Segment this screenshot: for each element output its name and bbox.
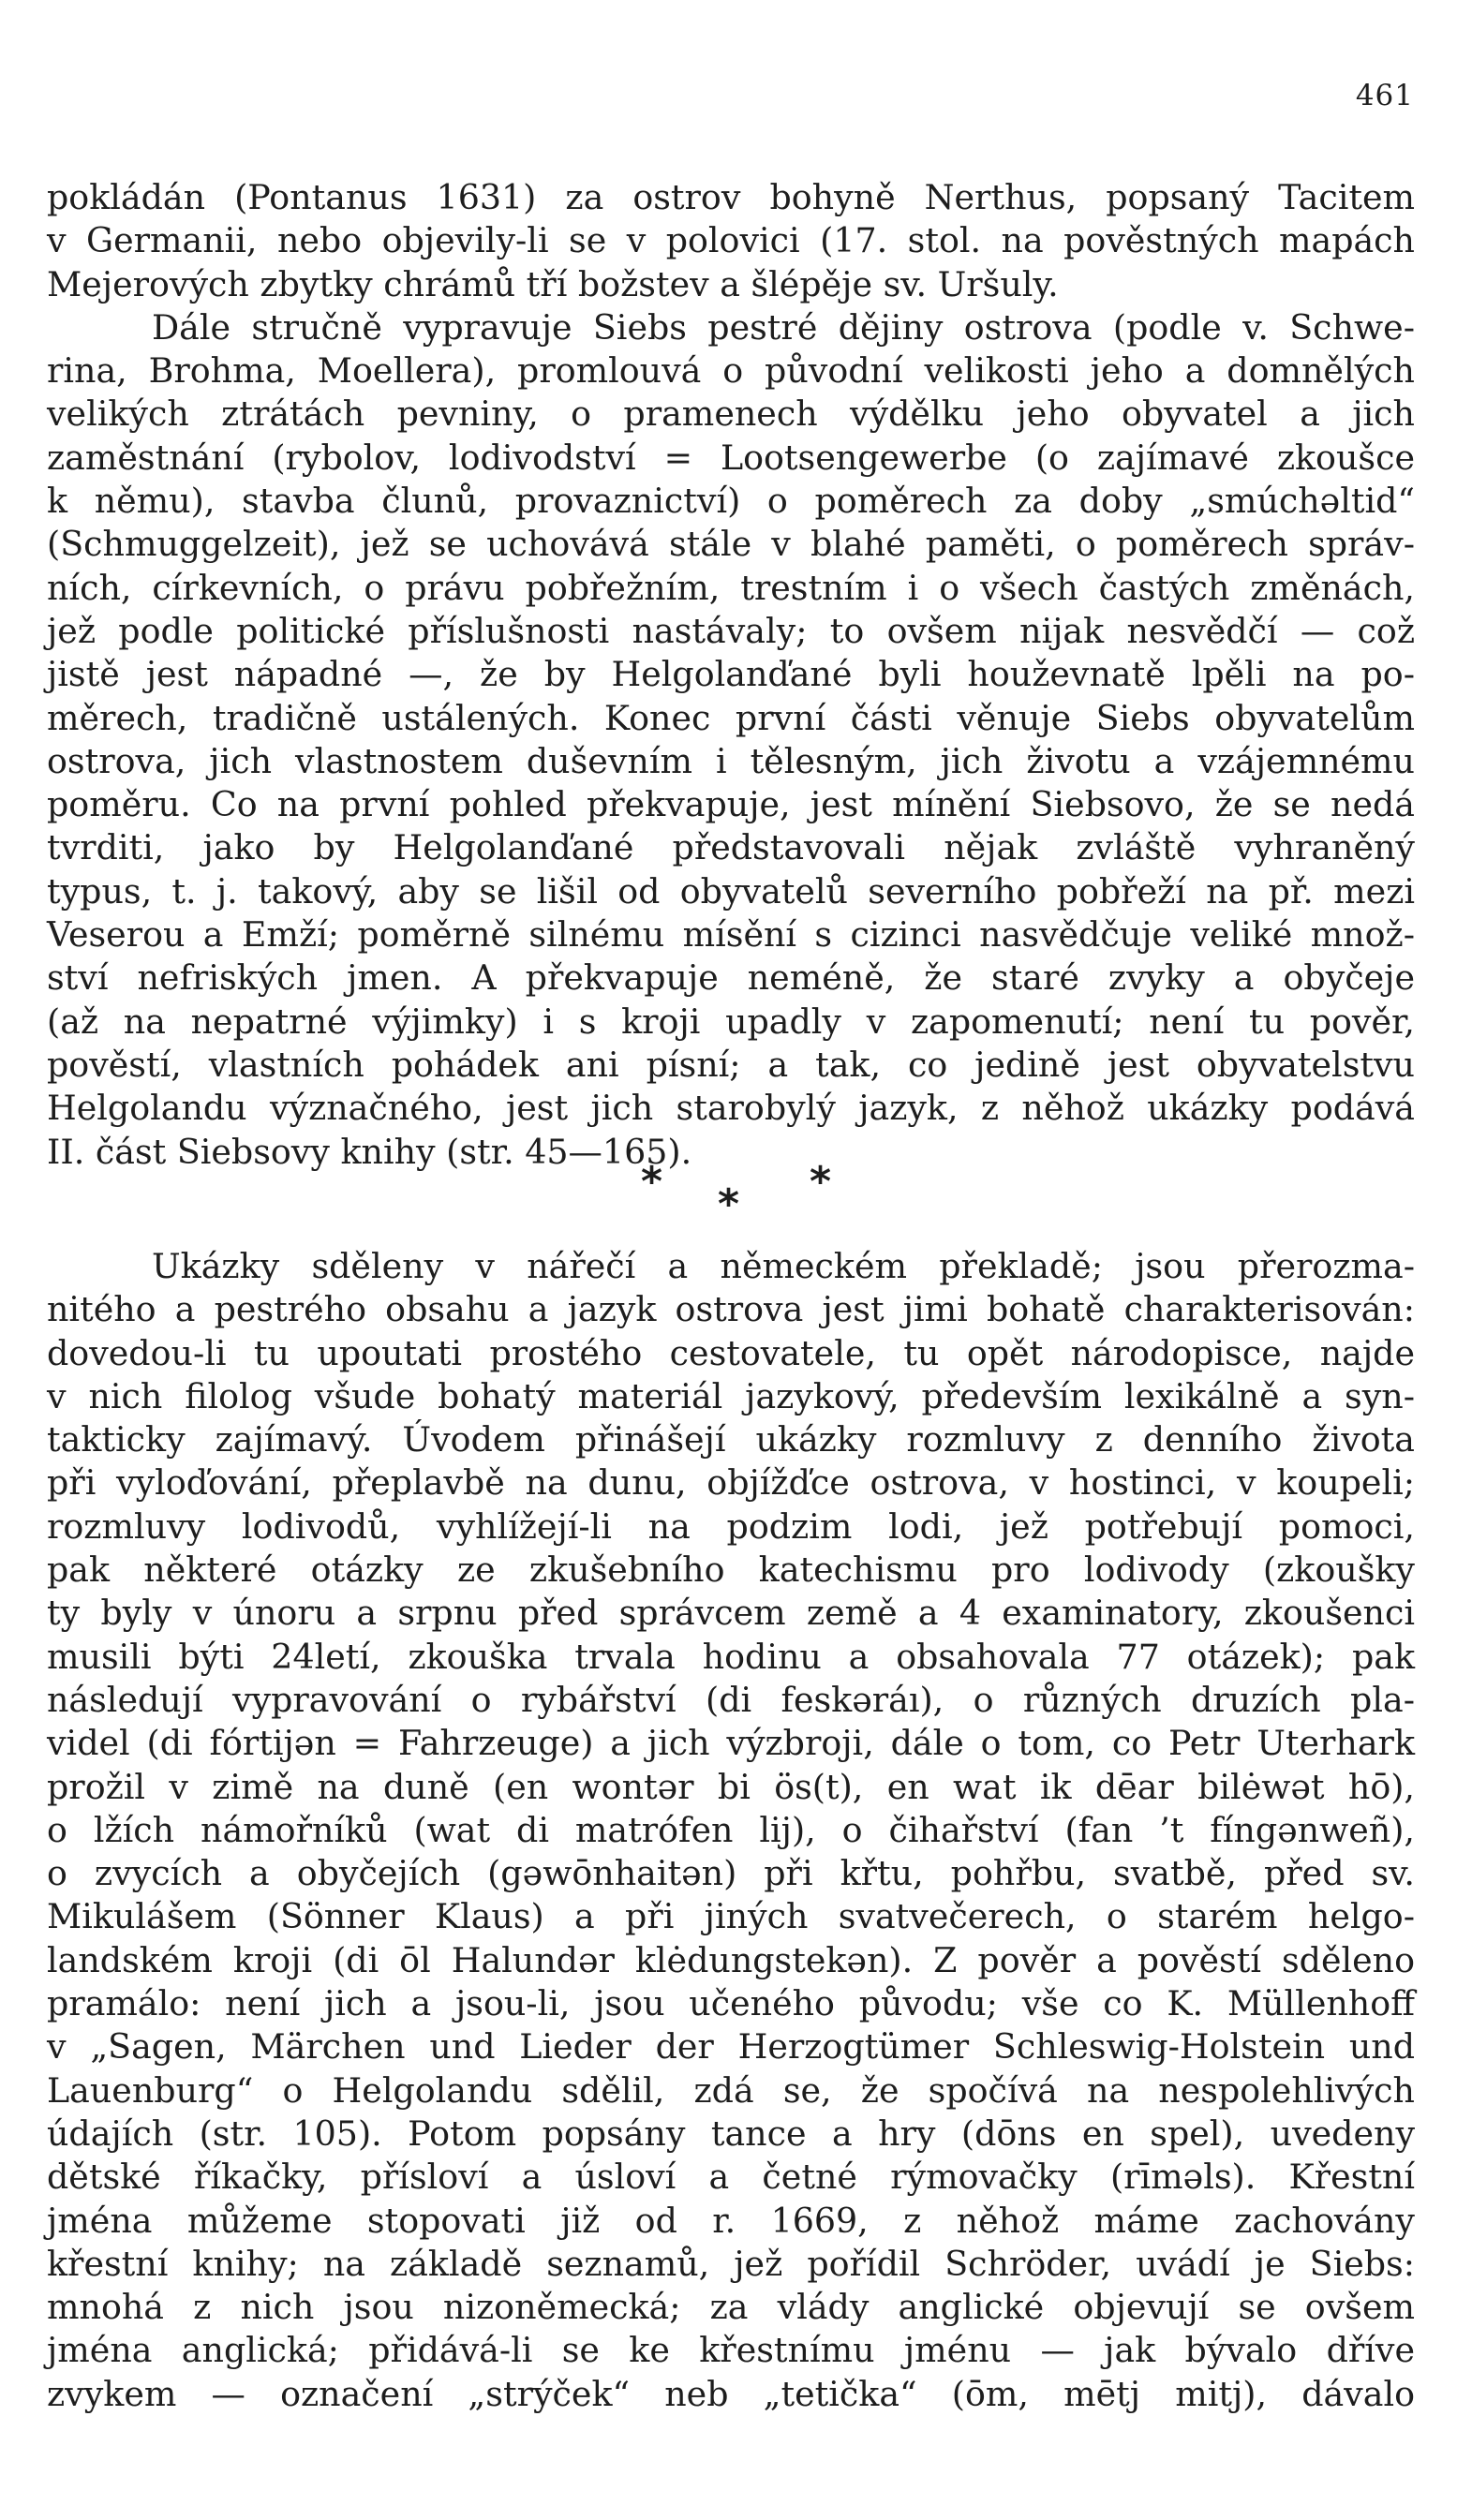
text-line: pak některé otázky ze zkušebního katechismu pro lodivody (zkoušky: [47, 1549, 1415, 1591]
text-line: poměru. Co na první pohled překvapuje, jest mínění Siebsovo, že se nedá: [47, 784, 1415, 825]
text-line: Helgolandu význačného, jest jich starobylý jazyk, z něhož ukázky podává: [47, 1088, 1415, 1129]
text-line: nitého a pestrého obsahu a jazyk ostrova jest jimi bohatě charakterisován:: [47, 1289, 1415, 1330]
asterisk: *: [641, 1158, 663, 1206]
text-line: při vyloďování, přeplavbě na dunu, objížďce ostrova, v hostinci, v koupeli;: [47, 1462, 1415, 1504]
paragraph: [47, 306, 1415, 1174]
text-line: následují vypravování o rybářství (di feskəráı), o různých druzích pla-: [47, 1679, 1415, 1720]
text-line: landském kroji (di ōl Halundər klėdungstekən). Z pověr a pověstí sděleno: [47, 1939, 1415, 1980]
text-line: ostrova, jich vlastnostem duševním i tělesným, jich životu a vzájemnému: [47, 740, 1415, 781]
text-line: údajích (str. 105). Potom popsány tance a hry (dōns en spel), uvedeny: [47, 2112, 1415, 2154]
text-line: o zvycích a obyčejích (gəwōnhaitən) při křtu, pohřbu, svatbě, před sv.: [47, 1853, 1415, 1894]
text-line: Ukázky sděleny v nářečí a německém překladě; jsou přerozma-: [152, 1246, 1415, 1286]
text-line: typus, t. j. takový, aby se lišil od obyvatelů severního pobřeží na př. mezi: [47, 870, 1415, 912]
text-line: Veserou a Emží; poměrně silnému mísění s cizinci nasvědčuje veliké množ-: [47, 914, 1415, 956]
text-line: mnohá z nich jsou nizoněmecká; za vlády anglické objevují se ovšem: [47, 2287, 1415, 2328]
text-line: tvrditi, jako by Helgolanďané představovali nějak zvláště vyhraněný: [47, 827, 1415, 868]
page-number: 461: [1355, 79, 1414, 112]
text-line: velikých ztrátách pevniny, o pramenech výdělku jeho obyvatel a jich: [47, 393, 1415, 435]
text-line: musili býti 24letí, zkouška trvala hodinu a obsahovala 77 otázek); pak: [47, 1636, 1415, 1677]
text-line: Lauenburg“ o Helgolandu sdělil, zdá se, že spočívá na nespolehlivých: [47, 2069, 1415, 2111]
text-line: rina, Brohma, Moellera), promlouvá o původní velikosti jeho a domnělých: [47, 350, 1415, 392]
text-line: dovedou-li tu upoutati prostého cestovatele, tu opět národopisce, najde: [47, 1332, 1415, 1373]
paragraph: [47, 1245, 1415, 2416]
section-separator: [0, 1158, 1457, 1228]
text-line: takticky zajímavý. Úvodem přinášejí ukázky rozmluvy z denního života: [47, 1419, 1415, 1460]
text-line: zvykem — označení „strýček“ neb „tetička“ (ōm, mētj mitj), dávalo: [47, 2373, 1415, 2414]
text-line: Dále stručně vypravuje Siebs pestré dějiny ostrova (podle v. Schwe-: [152, 306, 1415, 348]
text-line: II. část Siebsovy knihy (str. 45—165).: [47, 1131, 692, 1172]
asterisk: *: [718, 1180, 740, 1228]
text-line: jména můžeme stopovati již od r. 1669, z něhož máme zachovány: [47, 2200, 1415, 2241]
text-line: zaměstnání (rybolov, lodivodství = Lootsengewerbe (o zajímavé zkoušce: [47, 437, 1415, 478]
text-line: pověstí, vlastních pohádek ani písní; a tak, co jedině jest obyvatelstvu: [47, 1044, 1415, 1085]
text-line: v nich filolog všude bohatý materiál jazykový, především lexikálně a syn-: [47, 1375, 1415, 1416]
text-line: pokládán (Pontanus 1631) za ostrov bohyně Nerthus, popsaný Tacitem: [47, 177, 1415, 217]
text-line: jistě jest nápadné —, že by Helgolanďané byli houževnatě lpěli na po-: [47, 654, 1415, 695]
text-line: Mikulášem (Sönner Klaus) a při jiných svatvečerech, o starém helgo-: [47, 1896, 1415, 1937]
text-line: o lžích námořníků (wat di matrófen lij), o čihařství (fan ’t fíngənweñ),: [47, 1809, 1415, 1850]
text-line: k němu), stavba člunů, provaznictví) o poměrech za doby „smúchəltid“: [47, 481, 1415, 522]
text-line: prožil v zimě na duně (en wontər bi ös(t), en wat ik dēar bilėwət hō),: [47, 1766, 1415, 1807]
paragraph: [47, 176, 1415, 306]
text-line: v „Sagen, Märchen und Lieder der Herzogtümer Schleswig-Holstein und: [47, 2026, 1415, 2068]
text-line: rozmluvy lodivodů, vyhlížejí-li na podzim lodi, jež potřebují pomoci,: [47, 1505, 1415, 1547]
text-line: (až na nepatrné výjimky) i s kroji upadly v zapomenutí; není tu pověr,: [47, 1001, 1415, 1042]
text-block-upper: [47, 176, 1415, 1174]
text-line: ních, církevních, o právu pobřežním, trestním i o všech častých změnách,: [47, 567, 1415, 608]
text-line: v Germanii, nebo objevily-li se v polovici (17. stol. na pověstných mapách: [47, 220, 1415, 261]
asterisk: *: [810, 1158, 832, 1206]
text-line: jména anglická; přidává-li se ke křestnímu jménu — jak bývalo dříve: [47, 2330, 1415, 2371]
text-line: Mejerových zbytky chrámů tří božstev a šlépěje sv. Uršuly.: [47, 263, 1059, 304]
text-line: dětské říkačky, přísloví a úsloví a četné rýmovačky (rīməls). Křestní: [47, 2157, 1415, 2198]
text-line: videl (di fórtijən = Fahrzeuge) a jich výzbroji, dále o tom, co Petr Uterhark: [47, 1723, 1415, 1764]
text-line: křestní knihy; na základě seznamů, jež pořídil Schröder, uvádí je Siebs:: [47, 2243, 1415, 2284]
text-line: ství nefriských jmen. A překvapuje neméně, že staré zvyky a obyčeje: [47, 957, 1415, 999]
text-line: (Schmuggelzeit), jež se uchovává stále v blahé paměti, o poměrech správ-: [47, 524, 1415, 565]
text-line: ty byly v únoru a srpnu před správcem země a 4 examinatory, zkoušenci: [47, 1593, 1415, 1634]
text-line: měrech, tradičně ustálených. Konec první části věnuje Siebs obyvatelům: [47, 697, 1415, 738]
text-line: pramálo: není jich a jsou-li, jsou učeného původu; vše co K. Müllenhoff: [47, 1983, 1415, 2024]
text-block-lower: [47, 1245, 1415, 2416]
text-line: jež podle politické příslušnosti nastávaly; to ovšem nijak nesvědčí — což: [47, 610, 1415, 651]
